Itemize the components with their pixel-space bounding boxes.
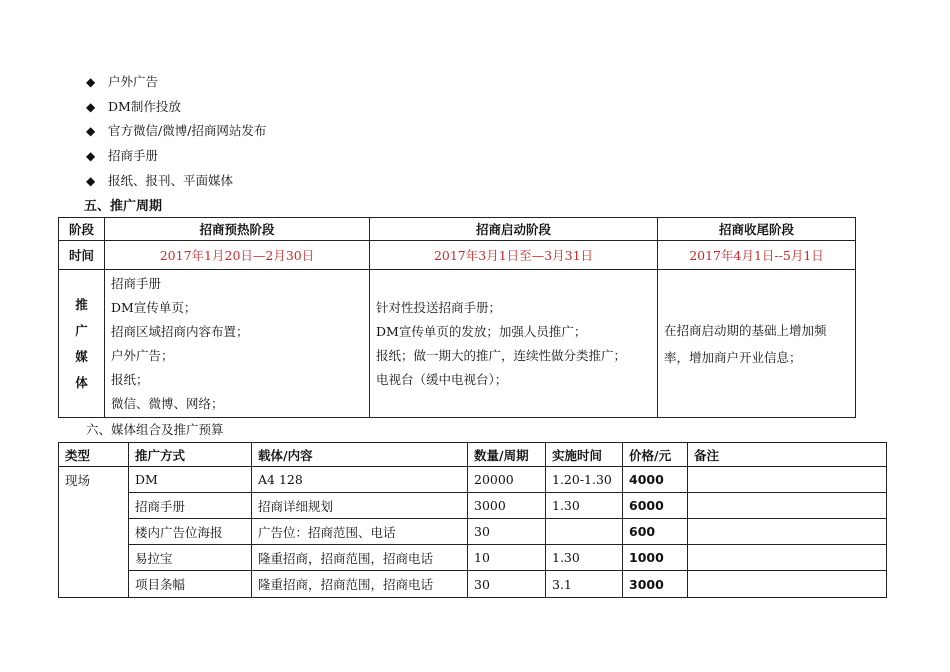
table-cell (688, 545, 887, 571)
table-cell: 3.1 (546, 571, 623, 598)
table-header-cell: 价格/元 (623, 443, 688, 467)
table-cell (688, 493, 887, 519)
table-header-cell: 招商预热阶段 (105, 218, 370, 241)
media-budget-table (58, 442, 887, 598)
promotion-cycle-table (58, 217, 856, 418)
table-cell: 招商手册 (129, 493, 252, 519)
table-header-cell: 备注 (688, 443, 887, 467)
table-row (59, 545, 887, 571)
table-cell: 1000 (623, 545, 688, 571)
table-cell: 6000 (623, 493, 688, 519)
table-header-cell: 实施时间 (546, 443, 623, 467)
table-cell: 10 (468, 545, 546, 571)
table-cell: 2017年3月1日至—3月31日 (370, 241, 658, 270)
table-row (59, 241, 856, 270)
table-cell: 针对性投送招商手册； DM宣传单页的发放；加强人员推广； 报纸；做一期大的推广，连续性做分类推广； 电视台（缓中电视台）； (370, 270, 658, 418)
diamond-bullet-icon: ◆ (86, 124, 96, 139)
table-row (59, 467, 887, 493)
table-cell (688, 571, 887, 598)
table-cell: 招商手册 DM宣传单页； 招商区域招商内容布置； 户外广告； 报纸； 微信、微博、网络； (105, 270, 370, 418)
table-cell: 3000 (623, 571, 688, 598)
diamond-bullet-icon: ◆ (86, 99, 96, 114)
table-cell: 隆重招商，招商范围，招商电话 (252, 545, 468, 571)
table-cell: 现场 (59, 467, 129, 598)
table-row (59, 493, 887, 519)
section-title-media-budget: 六、媒体组合及推广预算 (86, 422, 224, 437)
bullet-list (86, 70, 266, 193)
diamond-bullet-icon: ◆ (86, 149, 96, 164)
table-cell: 易拉宝 (129, 545, 252, 571)
table-cell: 600 (623, 519, 688, 545)
table-cell: 项目条幅 (129, 571, 252, 598)
table-cell: 2017年4月1日--5月1日 (658, 241, 856, 270)
table-cell: 楼内广告位海报 (129, 519, 252, 545)
list-item: ◆ DM制作投放 (86, 95, 266, 120)
table-row (59, 519, 887, 545)
table-header-cell: 阶段 (59, 218, 105, 241)
table-cell: 4000 (623, 467, 688, 493)
table-cell: DM (129, 467, 252, 493)
table-cell: 1.30 (546, 493, 623, 519)
table-row-label: 推 广 媒 体 (59, 270, 105, 418)
table-cell: 3000 (468, 493, 546, 519)
table-cell: 2017年1月20日—2月30日 (105, 241, 370, 270)
list-item: ◆ 招商手册 (86, 144, 266, 169)
table-cell: A4 128 (252, 467, 468, 493)
diamond-bullet-icon: ◆ (86, 75, 96, 90)
table-cell: 30 (468, 519, 546, 545)
diamond-bullet-icon: ◆ (86, 173, 96, 188)
table-row (59, 270, 856, 418)
table-row (59, 218, 856, 241)
table-cell: 招商详细规划 (252, 493, 468, 519)
list-item: ◆ 官方微信/微博/招商网站发布 (86, 119, 266, 144)
table-header-cell: 载体/内容 (252, 443, 468, 467)
table-header-row (59, 443, 887, 467)
table-row-label: 时间 (59, 241, 105, 270)
table-cell: 1.20-1.30 (546, 467, 623, 493)
table-header-cell: 招商启动阶段 (370, 218, 658, 241)
table-header-cell: 类型 (59, 443, 129, 467)
table-header-cell: 招商收尾阶段 (658, 218, 856, 241)
list-item: ◆ 报纸、报刊、平面媒体 (86, 168, 266, 193)
table-header-cell: 数量/周期 (468, 443, 546, 467)
table-row (59, 571, 887, 598)
table-cell: 20000 (468, 467, 546, 493)
table-cell: 30 (468, 571, 546, 598)
table-cell: 隆重招商，招商范围，招商电话 (252, 571, 468, 598)
table-cell: 广告位：招商范围、电话 (252, 519, 468, 545)
table-header-cell: 推广方式 (129, 443, 252, 467)
table-cell: 1.30 (546, 545, 623, 571)
table-cell (688, 467, 887, 493)
table-cell (546, 519, 623, 545)
list-item: ◆ 户外广告 (86, 70, 266, 95)
section-title-promotion-cycle: 五、推广周期 (84, 199, 163, 214)
table-cell (688, 519, 887, 545)
table-cell: 在招商启动期的基础上增加频 率，增加商户开业信息； (658, 270, 856, 418)
